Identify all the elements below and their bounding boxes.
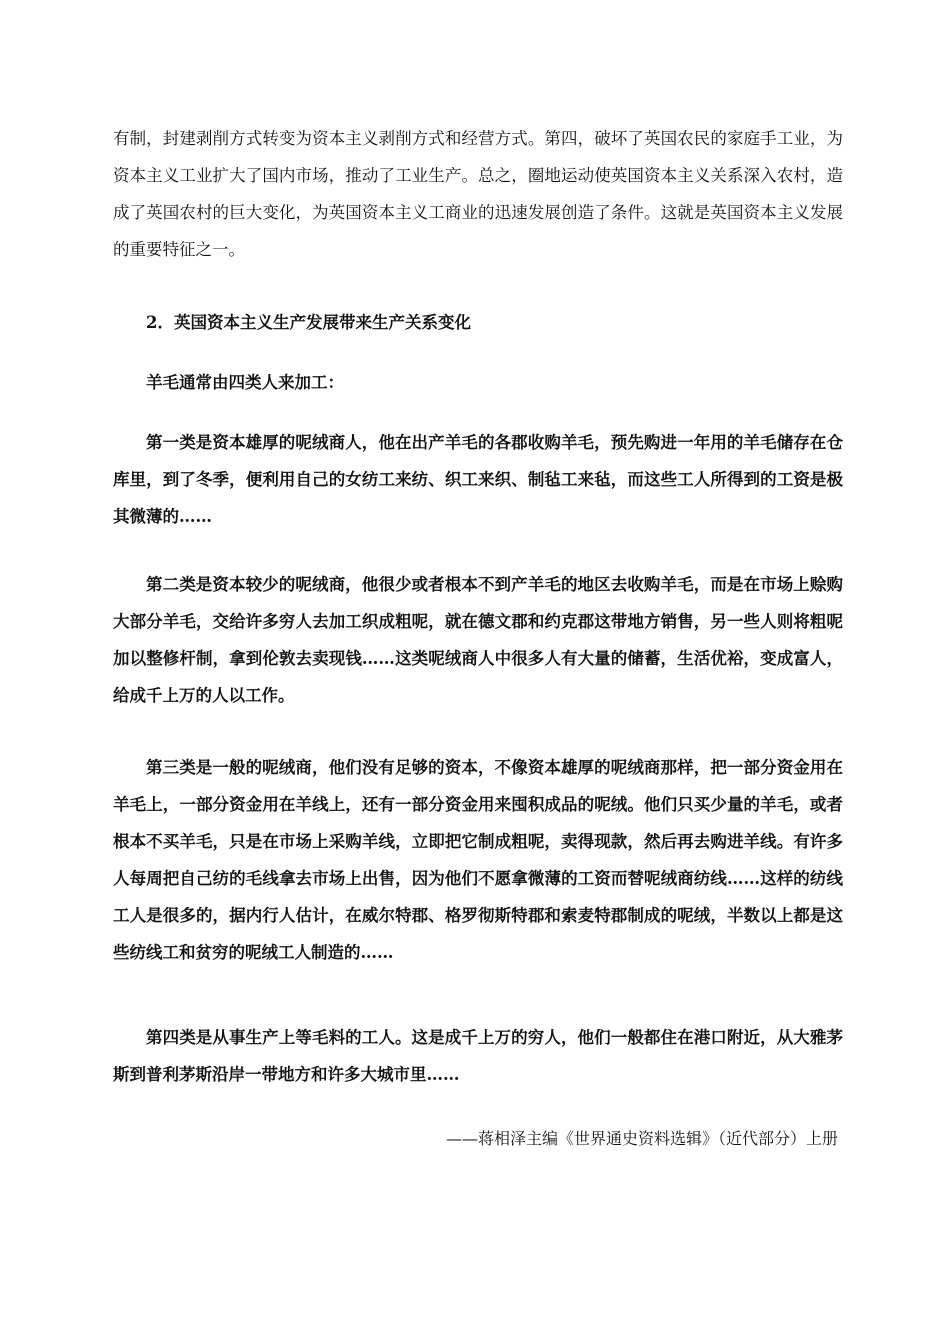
quote-paragraph-3: 第三类是一般的呢绒商，他们没有足够的资本，不像资本雄厚的呢绒商那样，把一部分资金用在羊毛上，一部分资金用在羊线上，还有一部分资金用来囤积成品的呢绒。他们只买少量的羊毛，或者根本不买羊毛，只是在市场上采购羊线，立即把它制成粗呢，卖得现款，然后再去购进羊线。有许多人每周把自己纺的毛线拿去市场上出售，因为他们不愿拿微薄的工资而替呢绒商纺线……这样的纺线工人是很多的，据内行人估计，在威尔特郡、格罗彻斯特郡和索麦特郡制成的呢绒，半数以上都是这些纺线工和贫穷的呢绒工人制造的…… [113,758,843,962]
quote-paragraph-4: 第四类是从事生产上等毛料的工人。这是成千上万的穷人，他们一般都住在港口附近，从大雅茅斯到普利茅斯沿岸一带地方和许多大城市里…… [113,1028,843,1084]
quote-paragraph-2: 第二类是资本较少的呢绒商，他很少或者根本不到产羊毛的地区去收购羊毛，而是在市场上赊购大部分羊毛，交给许多穷人去加工织成粗呢，就在德文郡和约克郡这带地方销售，另一些人则将粗呢加以整修杆制，拿到伦敦去卖现钱……这类呢绒商人中很多人有大量的储蓄，生活优裕，变成富人，给成千上万的人以工作。 [113,575,843,705]
intro-paragraph: 有制，封建剥削方式转变为资本主义剥削方式和经营方式。第四，破坏了英国农民的家庭手工业，为资本主义工业扩大了国内市场，推动了工业生产。总之，圈地运动使英国资本主义关系深入农村，造成了英国农村的巨大变化，为英国资本主义工商业的迅速发展创造了条件。这就是英国资本主义发展的重要特征之一。 [113,129,843,259]
quote-paragraph-1: 第一类是资本雄厚的呢绒商人，他在出产羊毛的各郡收购羊毛，预先购进一年用的羊毛储存在仓库里，到了冬季，便利用自己的女纺工来纺、织工来织、制毡工来毡，而这些工人所得到的工资是极其微薄的…… [113,433,843,526]
citation-source: ——蒋相泽主编《世界通史资料选辑》（近代部分）上册 [445,1129,838,1148]
lead-sentence: 羊毛通常由四类人来加工： [146,373,344,392]
section-heading: 2．英国资本主义生产发展带来生产关系变化 [146,313,471,332]
